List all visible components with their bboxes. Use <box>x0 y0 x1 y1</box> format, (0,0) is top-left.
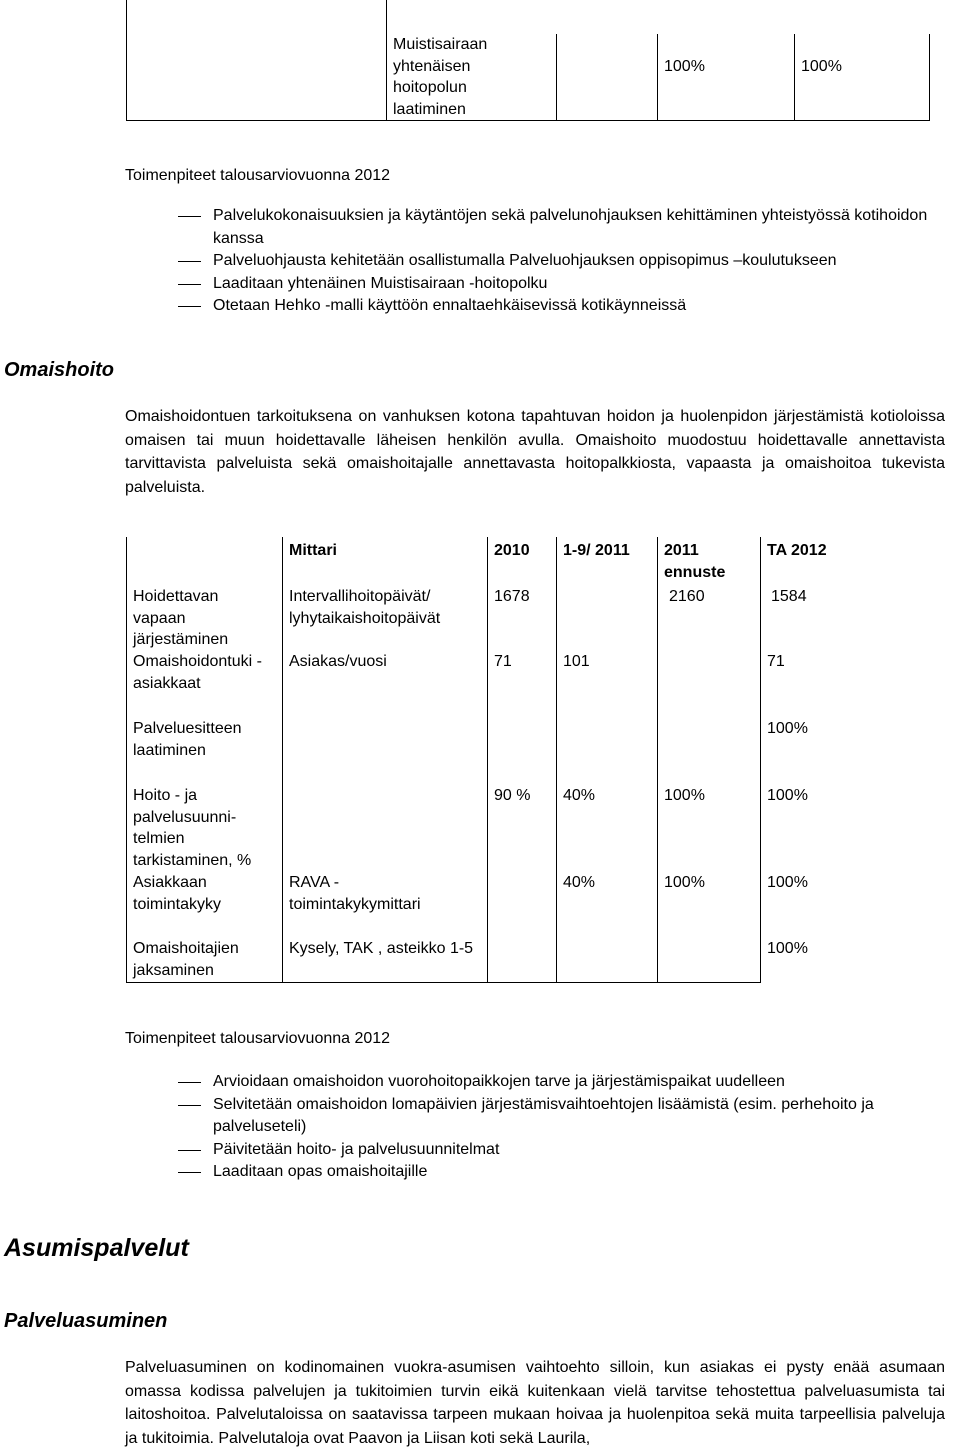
table-border <box>657 537 658 982</box>
table-border <box>282 537 283 982</box>
actions-heading: Toimenpiteet talousarviovuonna 2012 <box>125 1030 391 1047</box>
table-cell: 90 % <box>494 787 531 804</box>
omaishoito-paragraph: Omaishoidontuen tarkoituksena on vanhuksen kotona tapahtuvan hoidon ja huolenpidon järjestämistä kotioloissa omaisen tai muun hoidettavalle läheisen henkilön avulla. Omaishoito muodostuu hoidettavalle annettavista tarvittavista palveluista sekä omaishoitajalle annettavasta hoitopalkkiosta, vapaasta ja omaishoitoa tukevista palveluista. <box>125 408 945 496</box>
table-border <box>126 982 761 983</box>
table-cell: 101 <box>563 653 590 670</box>
dash-bullet-icon <box>178 1105 201 1106</box>
dash-bullet-icon <box>178 216 201 217</box>
table-cell: 1678 <box>494 588 530 605</box>
table-cell: 100% <box>767 940 808 957</box>
actions-list <box>178 205 958 318</box>
top-table-border <box>556 34 557 120</box>
table-cell: 100% <box>767 720 808 737</box>
header-ta-2012: TA 2012 <box>767 542 827 559</box>
table-row-label: Omaishoitajien jaksaminen <box>133 940 239 979</box>
top-table-border <box>929 34 930 120</box>
table-row-label: Palveluesitteen laatiminen <box>133 720 242 759</box>
header-ennuste: ennuste <box>664 564 726 581</box>
list-item: Laaditaan opas omaishoitajille <box>178 1161 888 1184</box>
top-table-value: 100% <box>664 58 705 75</box>
dash-bullet-icon <box>178 1150 201 1151</box>
table-border <box>126 537 127 982</box>
table-row-metric: Asiakas/vuosi <box>289 653 387 670</box>
actions-heading: Toimenpiteet talousarviovuonna 2012 <box>125 167 391 184</box>
table-row-label: Asiakkaan toimintakyky <box>133 874 222 913</box>
list-item: Arvioidaan omaishoidon vuorohoitopaikkojen tarve ja järjestämispaikat uudelleen <box>178 1071 888 1094</box>
table-border <box>760 537 761 982</box>
table-row-metric: Intervallihoitopäivät/ lyhytaikaishoitopäivät <box>289 588 441 627</box>
list-item: Päivitetään hoito- ja palvelusuunnitelmat <box>178 1139 888 1162</box>
table-cell: 2160 <box>669 588 705 605</box>
table-cell: 40% <box>563 787 596 804</box>
top-table-border <box>126 0 127 120</box>
table-row-label: Hoito - ja palvelusuunni-telmien tarkistaminen, % <box>133 787 252 869</box>
dash-bullet-icon <box>178 1172 201 1173</box>
table-cell: 100% <box>767 874 808 891</box>
table-row-metric: RAVA -toimintakykymittari <box>289 874 421 913</box>
top-table-value: 100% <box>801 58 842 75</box>
header-2011: 1-9/ 2011 <box>563 542 630 559</box>
table-row-metric: Kysely, TAK , asteikko 1-5 <box>289 940 474 957</box>
header-2010: 2010 <box>494 542 530 559</box>
table-cell: 40% <box>563 874 596 891</box>
table-cell: 100% <box>664 787 705 804</box>
table-cell: 100% <box>767 787 808 804</box>
dash-bullet-icon <box>178 261 201 262</box>
header-ennuste-year: 2011 <box>664 542 699 559</box>
list-item: Otetaan Hehko -malli käyttöön ennaltaehkäisevissä kotikäynneissä <box>178 295 958 318</box>
top-table-label: Muistisairaan yhtenäisen hoitopolun laatiminen <box>393 36 488 118</box>
section-subtitle-palveluasuminen: Palveluasuminen <box>4 1310 168 1332</box>
section-title-asumispalvelut: Asumispalvelut <box>4 1234 189 1262</box>
actions-list <box>178 1071 888 1184</box>
table-row-label: Omaishoidontuki -asiakkaat <box>133 653 262 692</box>
top-table-border <box>126 120 930 121</box>
table-cell: 71 <box>767 653 785 670</box>
palveluasuminen-paragraph: Palveluasuminen on kodinomainen vuokra-asumisen vaihtoehto silloin, kun asiakas ei pysty enää asumaan omassa kodissa palvelujen ja tukitoimien turvin eikä kuitenkaan vielä tarvitse tehostettua palveluasumista tai laitoshoitoa. Palvelutaloissa on saatavissa tarpeen mukaan hoivaa ja huolenpitoa sekä muita tarpeellisia palveluja ja tukitoimia. Palvelutaloja ovat Paavon ja Liisan koti sekä Laurila, <box>125 1359 945 1447</box>
section-title-omaishoito: Omaishoito <box>4 359 115 381</box>
top-table-border <box>794 34 795 120</box>
top-table-border <box>657 34 658 120</box>
dash-bullet-icon <box>178 1082 201 1083</box>
list-item: Palveluohjausta kehitetään osallistumalla Palveluohjauksen oppisopimus –koulutukseen <box>178 250 958 273</box>
table-border <box>556 537 557 982</box>
table-cell: 71 <box>494 653 512 670</box>
table-border <box>487 537 488 982</box>
table-cell: 1584 <box>771 588 807 605</box>
dash-bullet-icon <box>178 284 201 285</box>
top-table-border <box>386 0 387 120</box>
list-item: Laaditaan yhtenäinen Muistisairaan -hoitopolku <box>178 273 958 296</box>
header-mittari: Mittari <box>289 542 337 559</box>
dash-bullet-icon <box>178 306 201 307</box>
list-item: Selvitetään omaishoidon lomapäivien järjestämisvaihtoehtojen lisäämistä (esim. perhehoito ja palveluseteli) <box>178 1094 888 1139</box>
table-row-label: Hoidettavan vapaan järjestäminen <box>133 588 229 648</box>
list-item: Palvelukokonaisuuksien ja käytäntöjen sekä palvelunohjauksen kehittäminen yhteistyössä kotihoidon kanssa <box>178 205 958 250</box>
table-cell: 100% <box>664 874 705 891</box>
